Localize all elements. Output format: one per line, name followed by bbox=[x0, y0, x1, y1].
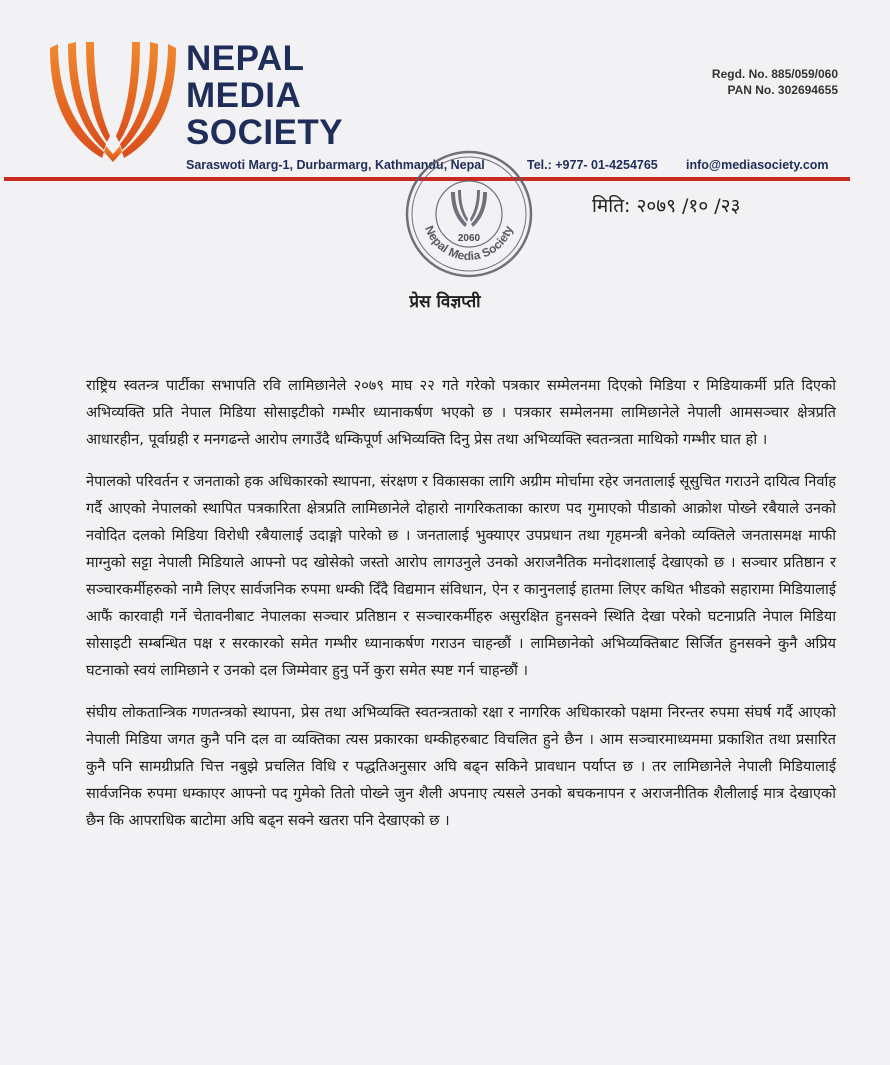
org-name-line-2: MEDIA bbox=[186, 76, 302, 115]
telephone: Tel.: +977- 01-4254765 bbox=[527, 158, 658, 172]
paragraph-2: नेपालको परिवर्तन र जनताको हक अधिकारको स्थापना, संरक्षण र विकासका लागि अग्रीम मोर्चामा रहेर जनतालाई सूसुचित गराउने दायित्व निर्वाह गर्दै आएको नेपालको स्थापित पत्रकारिता क्षेत्रप्रति लामिछानेले दोहारो नागरिकताका कारण पद गुमाएको पीडाको आक्रोश पोख्ने रबैयाले उनको नवोदित दलको मिडिया विरोधी रबैयालाई उदाङ्गो पारेको छ । जनतालाई भुक्याएर उपप्रधान तथा गृहमन्त्री बनेको व्यक्तिले जनतासमक्ष माफी माग्नुको सट्टा नेपाली मिडियाले आफ्नो पद खोसेको जस्तो आरोप लागउनुले उनको अराजनैतिक मनोदशालाई देखाएको छ । सञ्चार प्रतिष्ठान र सञ्चारकर्मीहरुको नामै लिएर सार्वजनिक रुपमा धम्की दिँदै विद्यमान संविधान, ऐन र कानुनलाई हातमा लिएर कथित भीडको सहारामा मिडियालाई आफैं कारवाही गर्ने चेतावनीबाट नेपालका सञ्चार प्रतिष्ठान र सञ्चारकर्मीहरु असुरक्षित हुनसक्ने स्थिति देखा परेको घटनाप्रति नेपाल मिडिया सोसाइटी सम्बन्धित पक्ष र सरकारको समेत गम्भीर ध्यानाकर्षण गराउन चाहन्छौं । लामिछानेको अभिव्यक्तिबाट सिर्जित हुनसक्ने कुनै अप्रिय घटनाको स्वयं लामिछाने र उनको दल जिम्मेवार हुनु पर्ने कुरा समेत स्पष्ट गर्न चाहन्छौं । bbox=[86, 473, 836, 679]
registration-info bbox=[712, 66, 838, 98]
org-name-line-3: SOCIETY bbox=[186, 113, 344, 152]
nepal-media-society-logo bbox=[44, 40, 182, 162]
document-date: मिति: २०७९ /१० /२३ bbox=[592, 195, 741, 217]
press-release-body bbox=[86, 372, 836, 849]
seal-year: 2060 bbox=[457, 233, 481, 244]
registration-number: Regd. No. 885/059/060 bbox=[711, 67, 838, 81]
address: Saraswoti Marg-1, Durbarmarg, Kathmandu, Nepal bbox=[186, 158, 485, 172]
seal-ring-text: Nepal Media Society bbox=[422, 223, 516, 264]
email-link[interactable]: info@mediasociety.com bbox=[686, 158, 829, 172]
organization-name bbox=[186, 40, 343, 151]
org-name-line-1: NEPAL bbox=[186, 39, 305, 78]
document-title: प्रेस विज्ञप्ती bbox=[409, 292, 481, 312]
paragraph-1: राष्ट्रिय स्वतन्त्र पार्टीका सभापति रवि लामिछानेले २०७९ माघ २२ गते गरेको पत्रकार सम्मेलनमा दिएको मिडिया र मिडियाकर्मी प्रति दिएको अभिव्यक्ति प्रति नेपाल मिडिया सोसाइटीको गम्भीर ध्यानाकर्षण भएको छ । पत्रकार सम्मेलनमा लामिछानेले नेपाली आमसञ्चार क्षेत्रप्रति आधारहीन, पूर्वाग्रही र मनगढन्ते आरोप लगाउँदै धम्किपूर्ण अभिव्यक्ति दिनु प्रेस तथा अभिव्यक्ति स्वतन्त्रता माथिको गम्भीर घात हो । bbox=[86, 377, 836, 448]
organization-seal bbox=[403, 148, 535, 280]
paragraph-3: संघीय लोकतान्त्रिक गणतन्त्रको स्थापना, प्रेस तथा अभिव्यक्ति स्वतन्त्रताको रक्षा र नागरिक अधिकारको पक्षमा निरन्तर रुपमा संघर्ष गर्दै आएको नेपाली मिडिया जगत कुनै पनि दल वा व्यक्तिका त्यस प्रकारका धम्कीहरुबाट विचलित हुने छैन । आम सञ्चारमाध्यममा प्रकाशित तथा प्रसारित कुनै पनि सामग्रीप्रति चित्त नबुझे प्रचलित विधि र पद्धतिअनुसार अघि बढ्न सकिने प्रावधान पर्याप्त छ । तर लामिछानेले नेपाली मिडियालाई सार्वजनिक रुपमा धम्काएर आफ्नो पद गुमेको तितो पोख्ने जुन शैली अपनाए त्यसले उनको बचकनापन र अराजनीतिक शैलीलाई मात्र देखाएको छैन कि आपराधिक बाटोमा अघि बढ्न सक्ने खतरा पनि देखाएको छ । bbox=[86, 704, 836, 829]
pan-number: PAN No. 302694655 bbox=[727, 83, 838, 97]
